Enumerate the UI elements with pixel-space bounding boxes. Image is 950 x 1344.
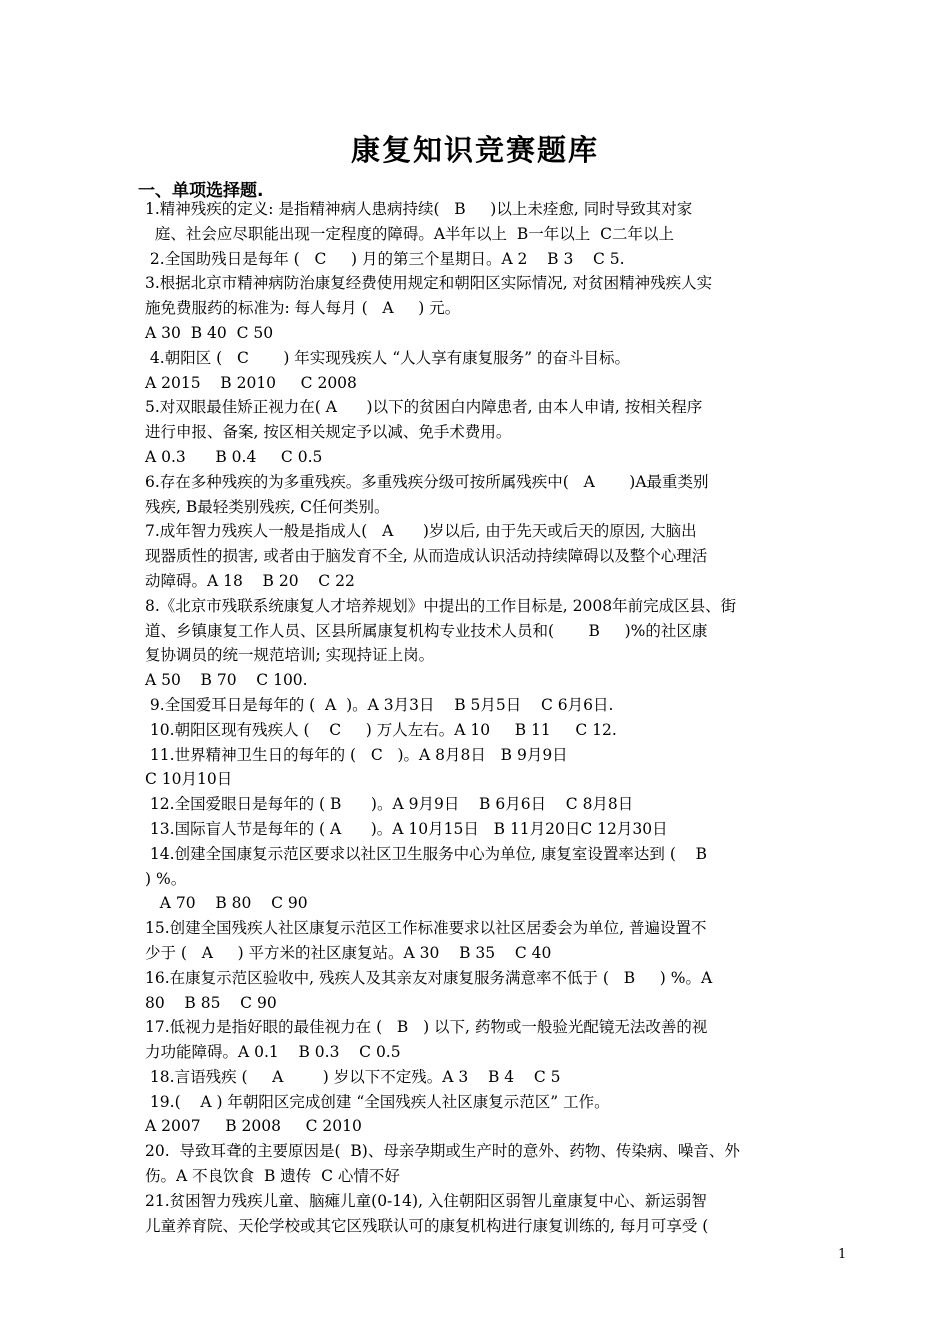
text-line: 施免费服药的标准为: 每人每月 ( A ) 元。: [145, 299, 461, 318]
text-line: 残疾, B最轻类别残疾, C任何类别。: [145, 497, 390, 516]
text-line: 道、乡镇康复工作人员、区县所属康复机构专业技术人员和( B )%的社区康: [145, 621, 708, 640]
text-line: 17.低视力是指好眼的最佳视力在 ( B ) 以下, 药物或一般验光配镜无法改善的视: [145, 1018, 708, 1037]
text-line: ) %。: [145, 869, 187, 888]
text-line: 20. 导致耳聋的主要原因是( B)、母亲孕期或生产时的意外、药物、传染病、噪音、外: [145, 1142, 740, 1161]
section-heading: 一、单项选择题.: [138, 181, 264, 201]
text-line: A 2015 B 2010 C 2008: [145, 373, 357, 392]
text-line: 13.国际盲人节是每年的 ( A )。A 10月15日 B 11月20日C 12月30日: [145, 819, 668, 838]
question-list: [145, 197, 850, 1238]
text-line: 4.朝阳区 ( C ) 年实现残疾人 “人人享有康复服务” 的奋斗目标。: [145, 348, 630, 367]
text-line: 9.全国爱耳日是每年的 ( A )。A 3月3日 B 5月5日 C 6月6日.: [145, 695, 614, 714]
page-title: 康复知识竞赛题库: [350, 133, 599, 167]
text-line: A 0.3 B 0.4 C 0.5: [145, 447, 323, 466]
page-number: 1: [838, 1247, 847, 1262]
text-line: 儿童养育院、天伦学校或其它区残联认可的康复机构进行康复训练的, 每月可享受 (: [145, 1216, 709, 1235]
text-line: 10.朝阳区现有残疾人 ( C ) 万人左右。A 10 B 11 C 12.: [145, 720, 617, 739]
text-line: 16.在康复示范区验收中, 残疾人及其亲友对康复服务满意率不低于 ( B ) %。A: [145, 968, 713, 987]
text-line: 8.《北京市残联系统康复人才培养规划》中提出的工作目标是, 2008年前完成区县、街: [145, 596, 737, 615]
text-line: A 50 B 70 C 100.: [145, 671, 308, 690]
text-line: 复协调员的统一规范培训; 实现持证上岗。: [145, 646, 435, 665]
text-line: 19.( A ) 年朝阳区完成创建 “全国残疾人社区康复示范区” 工作。: [145, 1092, 610, 1111]
text-line: A 2007 B 2008 C 2010: [145, 1117, 362, 1136]
text-line: 动障碍。A 18 B 20 C 22: [145, 571, 355, 590]
text-line: C 10月10日: [145, 770, 233, 789]
text-line: 5.对双眼最佳矫正视力在( A )以下的贫困白内障患者, 由本人申请, 按相关程序: [145, 398, 703, 417]
text-line: 14.创建全国康复示范区要求以社区卫生服务中心为单位, 康复室设置率达到 ( B: [145, 844, 708, 863]
text-line: 3.根据北京市精神病防治康复经费使用规定和朝阳区实际情况, 对贫困精神残疾人实: [145, 274, 713, 293]
text-line: 12.全国爱眼日是每年的 ( B )。A 9月9日 B 6月6日 C 8月8日: [145, 795, 634, 814]
text-line: 18.言语残疾 ( A ) 岁以下不定残。A 3 B 4 C 5: [145, 1067, 561, 1086]
text-line: 11.世界精神卫生日的每年的 ( C )。A 8月8日 B 9月9日: [145, 745, 568, 764]
text-line: 21.贫困智力残疾儿童、脑瘫儿童(0-14), 入住朝阳区弱智儿童康复中心、新运弱智: [145, 1191, 707, 1210]
text-line: 少于 ( A ) 平方米的社区康复站。A 30 B 35 C 40: [145, 943, 552, 962]
text-line: 伤。A 不良饮食 B 遗传 C 心情不好: [145, 1167, 400, 1186]
text-line: 2.全国助残日是每年 ( C ) 月的第三个星期日。A 2 B 3 C 5.: [145, 249, 625, 268]
text-line: A 70 B 80 C 90: [145, 894, 308, 913]
text-line: 1.精神残疾的定义: 是指精神病人患病持续( B )以上未痊愈, 同时导致其对家: [145, 200, 693, 218]
text-line: 庭、社会应尽职能出现一定程度的障碍。A半年以上 B一年以上 C二年以上: [145, 224, 675, 243]
text-line: A 30 B 40 C 50: [145, 323, 274, 342]
text-line: 力功能障碍。A 0.1 B 0.3 C 0.5: [145, 1043, 401, 1062]
text-line: 15.创建全国残疾人社区康复示范区工作标准要求以社区居委会为单位, 普遍设置不: [145, 919, 707, 938]
text-line: 现器质性的损害, 或者由于脑发育不全, 从而造成认识活动持续障碍以及整个心理活: [145, 547, 708, 566]
text-line: 进行申报、备案, 按区相关规定予以减、免手术费用。: [145, 423, 512, 442]
text-line: 6.存在多种残疾的为多重残疾。多重残疾分级可按所属残疾中( A )A最重类别: [145, 472, 709, 491]
text-line: 7.成年智力残疾人一般是指成人( A )岁以后, 由于先天或后天的原因, 大脑出: [145, 522, 697, 541]
text-line: 80 B 85 C 90: [145, 993, 277, 1012]
